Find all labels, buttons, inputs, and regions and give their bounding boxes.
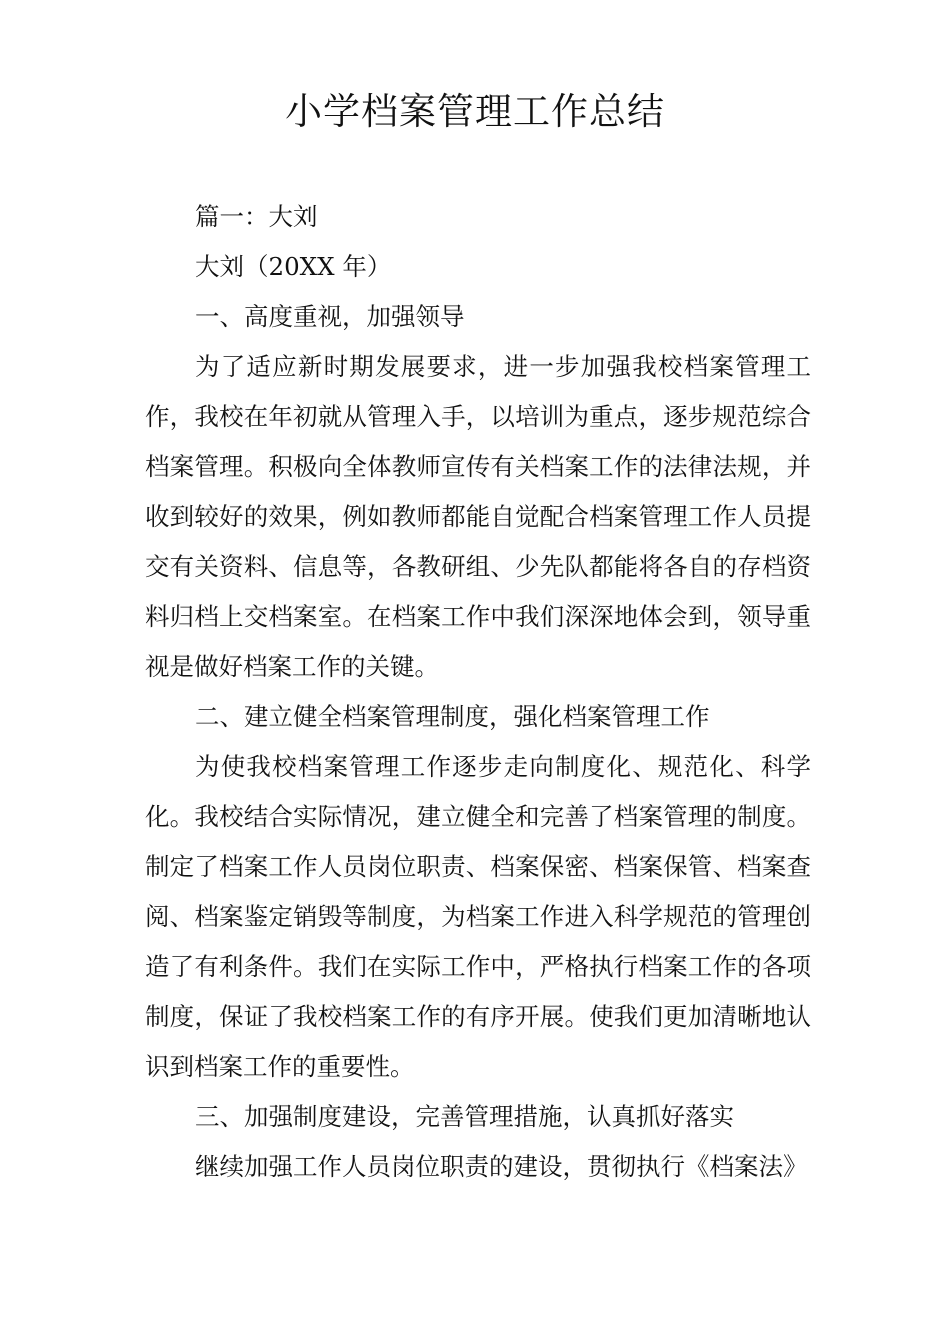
author-year-line: 大刘（20XX 年） xyxy=(195,252,392,281)
section-heading-3: 三、加强制度建设，完善管理措施，认真抓好落实 xyxy=(195,1102,734,1131)
paragraph-1: 为了适应新时期发展要求，进一步加强我校档案管理工作，我校在年初就从管理入手，以培训为重点，逐步规范综合档案管理。积极向全体教师宣传有关档案工作的法律法规，并收到较好的效果，例如教师都能自觉配合档案管理工作人员提交有关资料、信息等，各教研组、少先队都能将各自的存档资料归档上交档案室。在档案工作中我们深深地体会到，领导重视是做好档案工作的关键。 xyxy=(145,352,811,681)
document-body xyxy=(145,192,811,1192)
document-title: 小学档案管理工作总结 xyxy=(285,90,665,133)
section-heading-part-one: 篇一：大刘 xyxy=(195,202,318,231)
section-heading-2: 二、建立健全档案管理制度，强化档案管理工作 xyxy=(195,702,710,731)
paragraph-2: 为使我校档案管理工作逐步走向制度化、规范化、科学化。我校结合实际情况，建立健全和完善了档案管理的制度。制定了档案工作人员岗位职责、档案保密、档案保管、档案查阅、档案鉴定销毁等制度，为档案工作进入科学规范的管理创造了有利条件。我们在实际工作中，严格执行档案工作的各项制度，保证了我校档案工作的有序开展。使我们更加清晰地认识到档案工作的重要性。 xyxy=(145,752,811,1081)
paragraph-3: 继续加强工作人员岗位职责的建设，贯彻执行《档案法》 xyxy=(195,1152,808,1181)
section-heading-1: 一、高度重视，加强领导 xyxy=(195,302,465,331)
